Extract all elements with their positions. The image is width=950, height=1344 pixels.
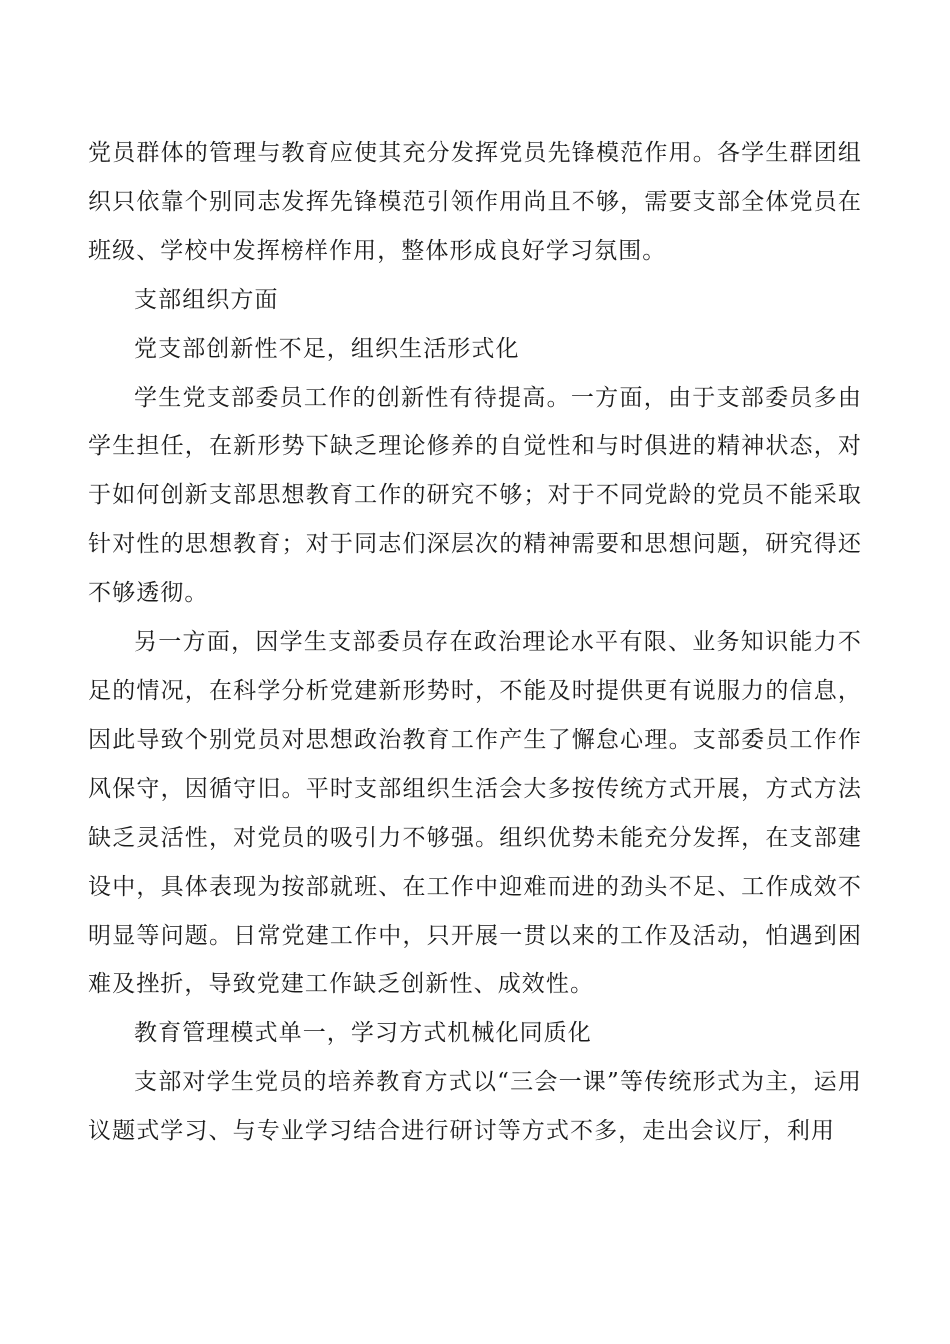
paragraph-committee-innovation: 学生党支部委员工作的创新性有待提高。一方面，由于支部委员多由学生担任，在新形势下缺乏理论修养的自觉性和与时俱进的精神状态，对于如何创新支部思想教育工作的研究不够；对于不同党龄的党员不能采取针对性的思想教育；对于同志们深层次的精神需要和思想问题，研究得还不够透彻。 xyxy=(88,384,862,607)
subheading-education-model: 教育管理模式单一，学习方式机械化同质化 xyxy=(134,1020,592,1047)
document-body xyxy=(88,129,862,1156)
paragraph-training-methods: 支部对学生党员的培养教育方式以“三会一课”等传统形式为主，运用议题式学习、与专业学习结合进行研讨等方式不多，走出会议厅，利用 xyxy=(88,1069,862,1145)
paragraph-party-members-role: 党员群体的管理与教育应使其充分发挥党员先锋模范作用。各学生群团组织只依靠个别同志发挥先锋模范引领作用尚且不够，需要支部全体党员在班级、学校中发挥榜样作用，整体形成良好学习氛围。 xyxy=(88,140,862,264)
paragraph-other-aspect: 另一方面，因学生支部委员存在政治理论水平有限、业务知识能力不足的情况，在科学分析党建新形势时，不能及时提供更有说服力的信息，因此导致个别党员对思想政治教育工作产生了懈怠心理。支部委员工作作风保守，因循守旧。平时支部组织生活会大多按传统方式开展，方式方法缺乏灵活性，对党员的吸引力不够强。组织优势未能充分发挥，在支部建设中，具体表现为按部就班、在工作中迎难而进的劲头不足、工作成效不明显等问题。日常党建工作中，只开展一贯以来的工作及活动，怕遇到困难及挫折，导致党建工作缺乏创新性、成效性。 xyxy=(88,629,862,998)
section-heading-branch-organization: 支部组织方面 xyxy=(134,286,279,313)
subheading-innovation-insufficient: 党支部创新性不足，组织生活形式化 xyxy=(134,335,520,362)
